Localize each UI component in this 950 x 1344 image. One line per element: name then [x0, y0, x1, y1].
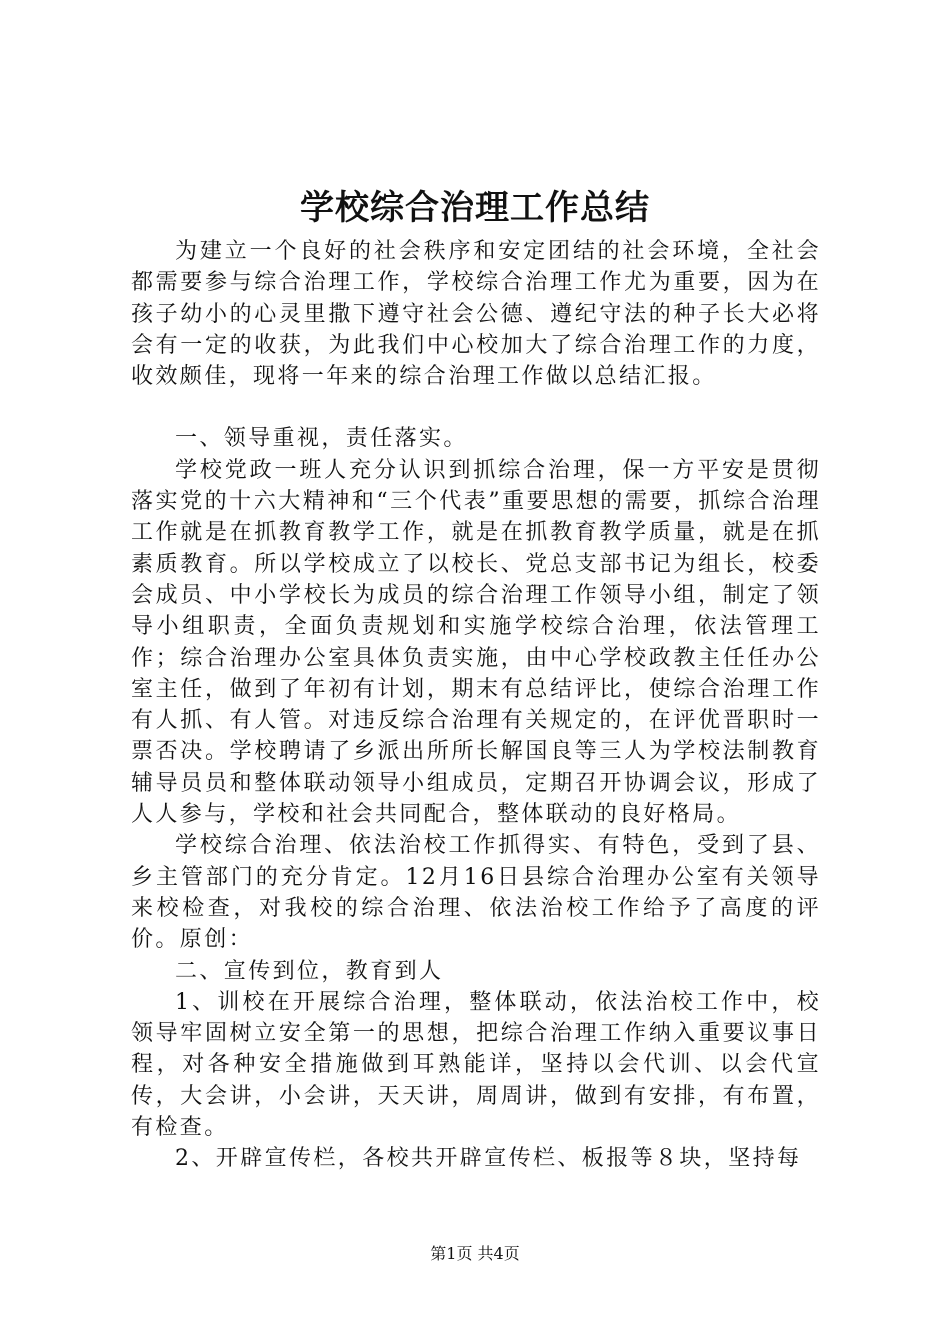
paragraph-publicity-1: 1、训校在开展综合治理，整体联动，依法治校工作中，校领导牢固树立安全第一的思想，把综合治理工作纳入重要议事日程，对各种安全措施做到耳熟能详，坚持以会代训、以会代宣传，大会讲，小会讲，天天讲，周周讲，做到有安排，有布置，有检查。 [131, 989, 821, 1141]
paragraph-recognition: 学校综合治理、依法治校工作抓得实、有特色，受到了县、乡主管部门的充分肯定。12月16日县综合治理办公室有关领导来校检查，对我校的综合治理、依法治校工作给予了高度的评价。原创： [131, 833, 821, 953]
paragraph-intro: 为建立一个良好的社会秩序和安定团结的社会环境，全社会都需要参与综合治理工作，学校综合治理工作尤为重要，因为在孩子幼小的心灵里撒下遵守社会公德、遵纪守法的种子长大必将会有一定的收获，为此我们中心校加大了综合治理工作的力度，收效颇佳，现将一年来的综合治理工作做以总结汇报。 [131, 239, 821, 390]
document-body [131, 236, 821, 1175]
paragraph-leadership: 学校党政一班人充分认识到抓综合治理，保一方平安是贯彻落实党的十六大精神和“三个代表”重要思想的需要，抓综合治理工作就是在抓教育教学工作，就是在抓教育教学质量，就是在抓素质教育。所以学校成立了以校长、党总支部书记为组长，校委会成员、中小学校长为成员的综合治理工作领导小组，制定了领导小组职责，全面负责规划和实施学校综合治理，依法管理工作；综合治理办公室具体负责实施，由中心学校政教主任任办公室主任，做到了年初有计划，期末有总结评比，使综合治理工作有人抓、有人管。对违反综合治理有关规定的，在评优晋职时一票否决。学校聘请了乡派出所所长解国良等三人为学校法制教育辅导员员和整体联动领导小组成员，定期召开协调会议，形成了人人参与，学校和社会共同配合，整体联动的良好格局。 [131, 457, 821, 828]
document-title: 学校综合治理工作总结 [300, 188, 650, 228]
paragraph-publicity-2: 2、开辟宣传栏，各校共开辟宣传栏、板报等８块，坚持每 [175, 1146, 802, 1172]
section-heading-leadership: 一、领导重视，责任落实。 [175, 426, 468, 452]
page-footer: 第1页 共4页 [430, 1244, 520, 1263]
section-heading-publicity: 二、宣传到位，教育到人 [175, 958, 444, 984]
